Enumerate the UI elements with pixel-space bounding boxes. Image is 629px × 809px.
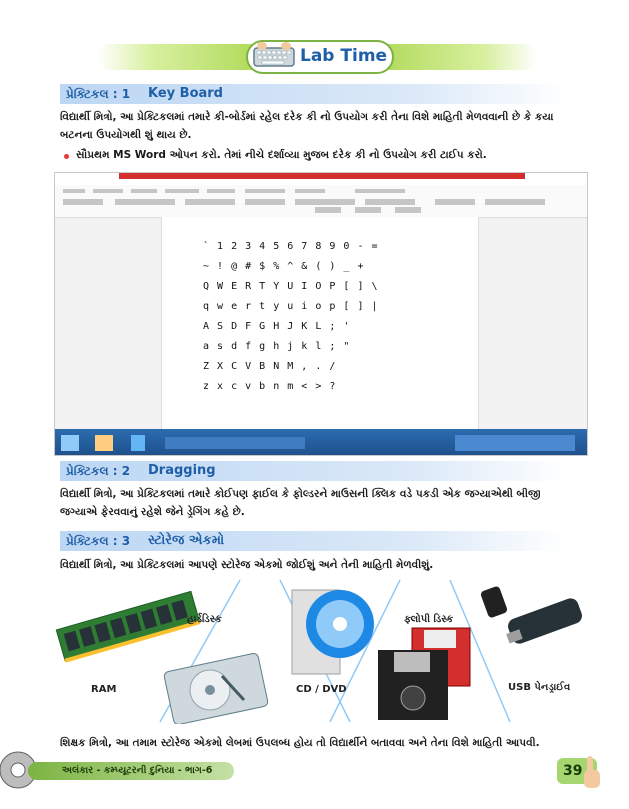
floppy-icon <box>378 628 470 720</box>
word-title-accent <box>119 173 525 179</box>
keyboard-icon <box>250 38 298 74</box>
usb-drive-icon <box>480 585 584 645</box>
keyboard-line-4: q w e r t y u i o p [ ] | <box>203 301 379 312</box>
harddisk-label: હાર્ડડિસ્ક <box>187 614 222 625</box>
practical-1-paragraph: વિદ્યાર્થી મિત્રો, આ પ્રેક્ટિકલમાં તમારે કી-બોર્ડમાં રહેલ દરેક કી નો ઉપયોગ કરી તેના વિશે માહિતી મેળવવાની છે કે કયા બટનના ઉપયોગથી શું થાય છે. <box>60 111 554 141</box>
page-number: 39 <box>557 758 597 784</box>
bullet-icon <box>64 154 69 159</box>
practical-2-header <box>60 461 566 481</box>
keyboard-line-3: Q W E R T Y U I O P [ ] \ <box>203 281 379 292</box>
teacher-note: શિક્ષક મિત્રો, આ તમામ સ્ટોરેજ એકમો લેબમાં ઉપલબ્ધ હોય તો વિદ્યાર્થીને બતાવવા અને તેના વિશે માહિતી આપવી. <box>60 737 540 749</box>
cd-dvd-label: CD / DVD <box>296 684 347 695</box>
keyboard-line-2: ~ ! @ # $ % ^ & ( ) _ + <box>203 261 365 272</box>
cd-dvd-icon <box>292 590 374 674</box>
keyboard-line-1: ` 1 2 3 4 5 6 7 8 9 0 - = <box>203 241 379 252</box>
ram-icon <box>56 591 200 662</box>
practical-1-title: Key Board <box>148 86 223 101</box>
ribbon-icons <box>55 185 587 217</box>
practical-1-header <box>60 84 566 104</box>
practical-3-title: સ્ટોરેજ એકમો <box>148 533 225 548</box>
ram-label: RAM <box>91 684 117 695</box>
practical-1-label: પ્રેક્ટિકલ : 1 <box>66 87 131 101</box>
word-ribbon <box>55 185 587 218</box>
harddisk-icon <box>163 653 268 724</box>
usb-label: USB પેનડ્રાઈવ <box>508 682 571 693</box>
windows-taskbar <box>55 429 587 456</box>
practical-2-paragraph: વિદ્યાર્થી મિત્રો, આ પ્રેક્ટિકલમાં તમારે કોઈપણ ફાઈલ કે ફોલ્ડરને માઉસની ક્લિક વડે પકડી એક જગ્યાએથી બીજી જગ્યાએ ફેરવવાનું રહેશે જેને ડ્રેગિંગ કહે છે. <box>60 488 541 518</box>
practical-1-bullet: સૌપ્રથમ MS Word ઓપન કરો. તેમાં નીચે દર્શાવ્યા મુજબ દરેક કી નો ઉપયોગ કરી ટાઈપ કરો. <box>76 149 487 161</box>
practical-3-paragraph: વિદ્યાર્થી મિત્રો, આ પ્રેક્ટિકલમાં આપણે સ્ટોરેજ એકમો જોઈશું અને તેની માહિતી મેળવીશું. <box>60 559 434 571</box>
practical-2-title: Dragging <box>148 463 216 478</box>
taskbar-icons <box>55 429 587 456</box>
storage-illustration <box>40 578 600 724</box>
practical-3-header <box>60 531 566 551</box>
keyboard-line-5: A S D F G H J K L ; ' <box>203 321 351 332</box>
practical-2-label: પ્રેક્ટિકલ : 2 <box>66 464 131 478</box>
floppy-label: ફ્લોપી ડિસ્ક <box>404 614 454 625</box>
practical-3-label: પ્રેક્ટિકલ : 3 <box>66 534 131 548</box>
word-screenshot <box>54 172 588 456</box>
footer-text: અલંકાર - કમ્પ્યૂટરની દુનિયા - ભાગ-6 <box>62 765 213 776</box>
keyboard-line-6: a s d f g h j k l ; " <box>203 341 351 352</box>
pointing-hand-icon <box>582 756 602 790</box>
keyboard-line-7: Z X C V B N M , . / <box>203 361 337 372</box>
keyboard-line-8: z x c v b n m < > ? <box>203 381 337 392</box>
banner-title: Lab Time <box>300 46 388 66</box>
